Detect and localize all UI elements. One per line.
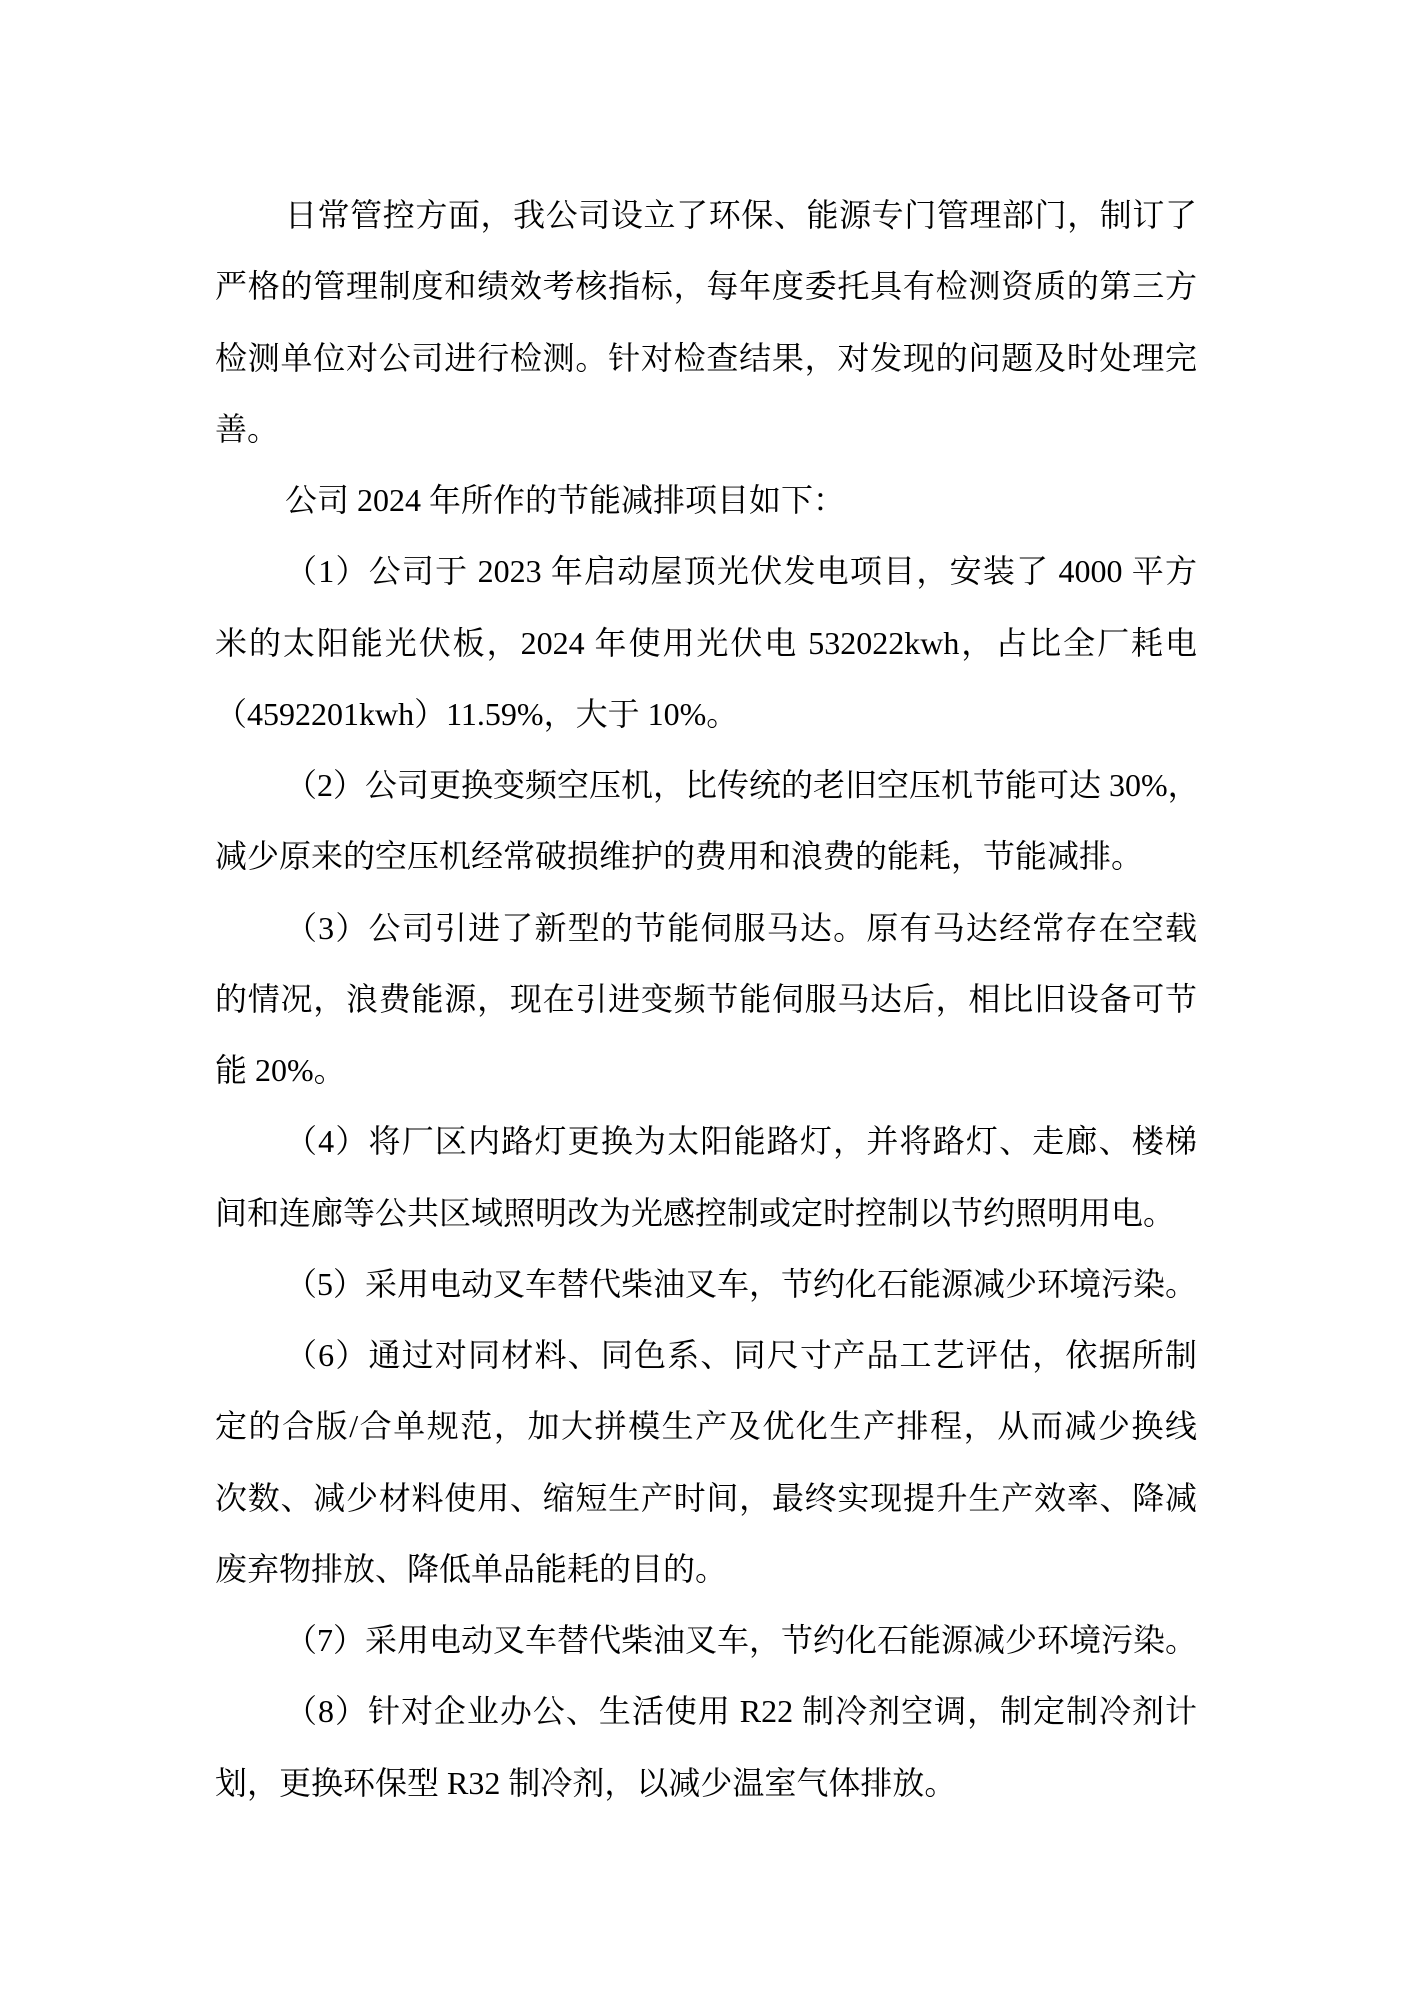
paragraph-6 bbox=[215, 1106, 1197, 1249]
document-body bbox=[215, 180, 1200, 1819]
text-line: （3）公司引进了新型的节能伺服马达。原有马达经常存在空载 bbox=[285, 909, 1197, 946]
paragraph-3 bbox=[215, 536, 1197, 750]
text-line: 划，更换环保型 R32 制冷剂，以减少温室气体排放。 bbox=[215, 1764, 957, 1801]
text-line: （8）针对企业办公、生活使用 R22 制冷剂空调，制定制冷剂计 bbox=[285, 1693, 1197, 1730]
paragraph-4 bbox=[215, 750, 1200, 893]
text-line: 废弃物排放、降低单品能耗的目的。 bbox=[215, 1550, 728, 1587]
text-line: 定的合版/合单规范，加大拼模生产及优化生产排程，从而减少换线 bbox=[215, 1408, 1197, 1445]
text-line: （5）采用电动叉车替代柴油叉车，节约化石能源减少环境污染。 bbox=[285, 1265, 1198, 1302]
text-line: （4592201kwh）11.59%，大于 10%。 bbox=[215, 695, 739, 732]
text-line: 善。 bbox=[215, 410, 280, 447]
text-line: 公司 2024 年所作的节能减排项目如下： bbox=[285, 482, 846, 518]
text-line: 减少原来的空压机经常破损维护的费用和浪费的能耗，节能减排。 bbox=[215, 838, 1144, 875]
paragraph-9 bbox=[215, 1605, 1197, 1676]
paragraph-5 bbox=[215, 893, 1197, 1107]
text-line: 米的太阳能光伏板，2024 年使用光伏电 532022kwh，占比全厂耗电 bbox=[215, 624, 1197, 661]
text-line: 的情况，浪费能源，现在引进变频节能伺服马达后，相比旧设备可节 bbox=[215, 980, 1197, 1017]
text-line: （6）通过对同材料、同色系、同尺寸产品工艺评估，依据所制 bbox=[285, 1337, 1197, 1373]
paragraph-2 bbox=[215, 465, 1197, 536]
text-line: （7）采用电动叉车替代柴油叉车，节约化石能源减少环境污染。 bbox=[285, 1622, 1198, 1658]
paragraph-8 bbox=[215, 1320, 1197, 1605]
paragraph-10 bbox=[215, 1676, 1197, 1819]
text-line: （1）公司于 2023 年启动屋顶光伏发电项目，安装了 4000 平方 bbox=[285, 553, 1197, 590]
text-line: 能 20%。 bbox=[215, 1052, 346, 1088]
paragraph-7 bbox=[215, 1249, 1197, 1320]
text-line: （4）将厂区内路灯更换为太阳能路灯，并将路灯、走廊、楼梯 bbox=[285, 1123, 1197, 1160]
text-line: （2）公司更换变频空压机，比传统的老旧空压机节能可达 30%， bbox=[285, 767, 1200, 803]
text-line: 检测单位对公司进行检测。针对检查结果，对发现的问题及时处理完 bbox=[215, 339, 1197, 376]
paragraph-1 bbox=[215, 180, 1197, 465]
text-line: 次数、减少材料使用、缩短生产时间，最终实现提升生产效率、降减 bbox=[215, 1479, 1197, 1516]
text-line: 日常管控方面，我公司设立了环保、能源专门管理部门，制订了 bbox=[285, 197, 1197, 233]
text-line: 严格的管理制度和绩效考核指标，每年度委托具有检测资质的第三方 bbox=[215, 268, 1197, 305]
text-line: 间和连廊等公共区域照明改为光感控制或定时控制以节约照明用电。 bbox=[215, 1194, 1176, 1231]
